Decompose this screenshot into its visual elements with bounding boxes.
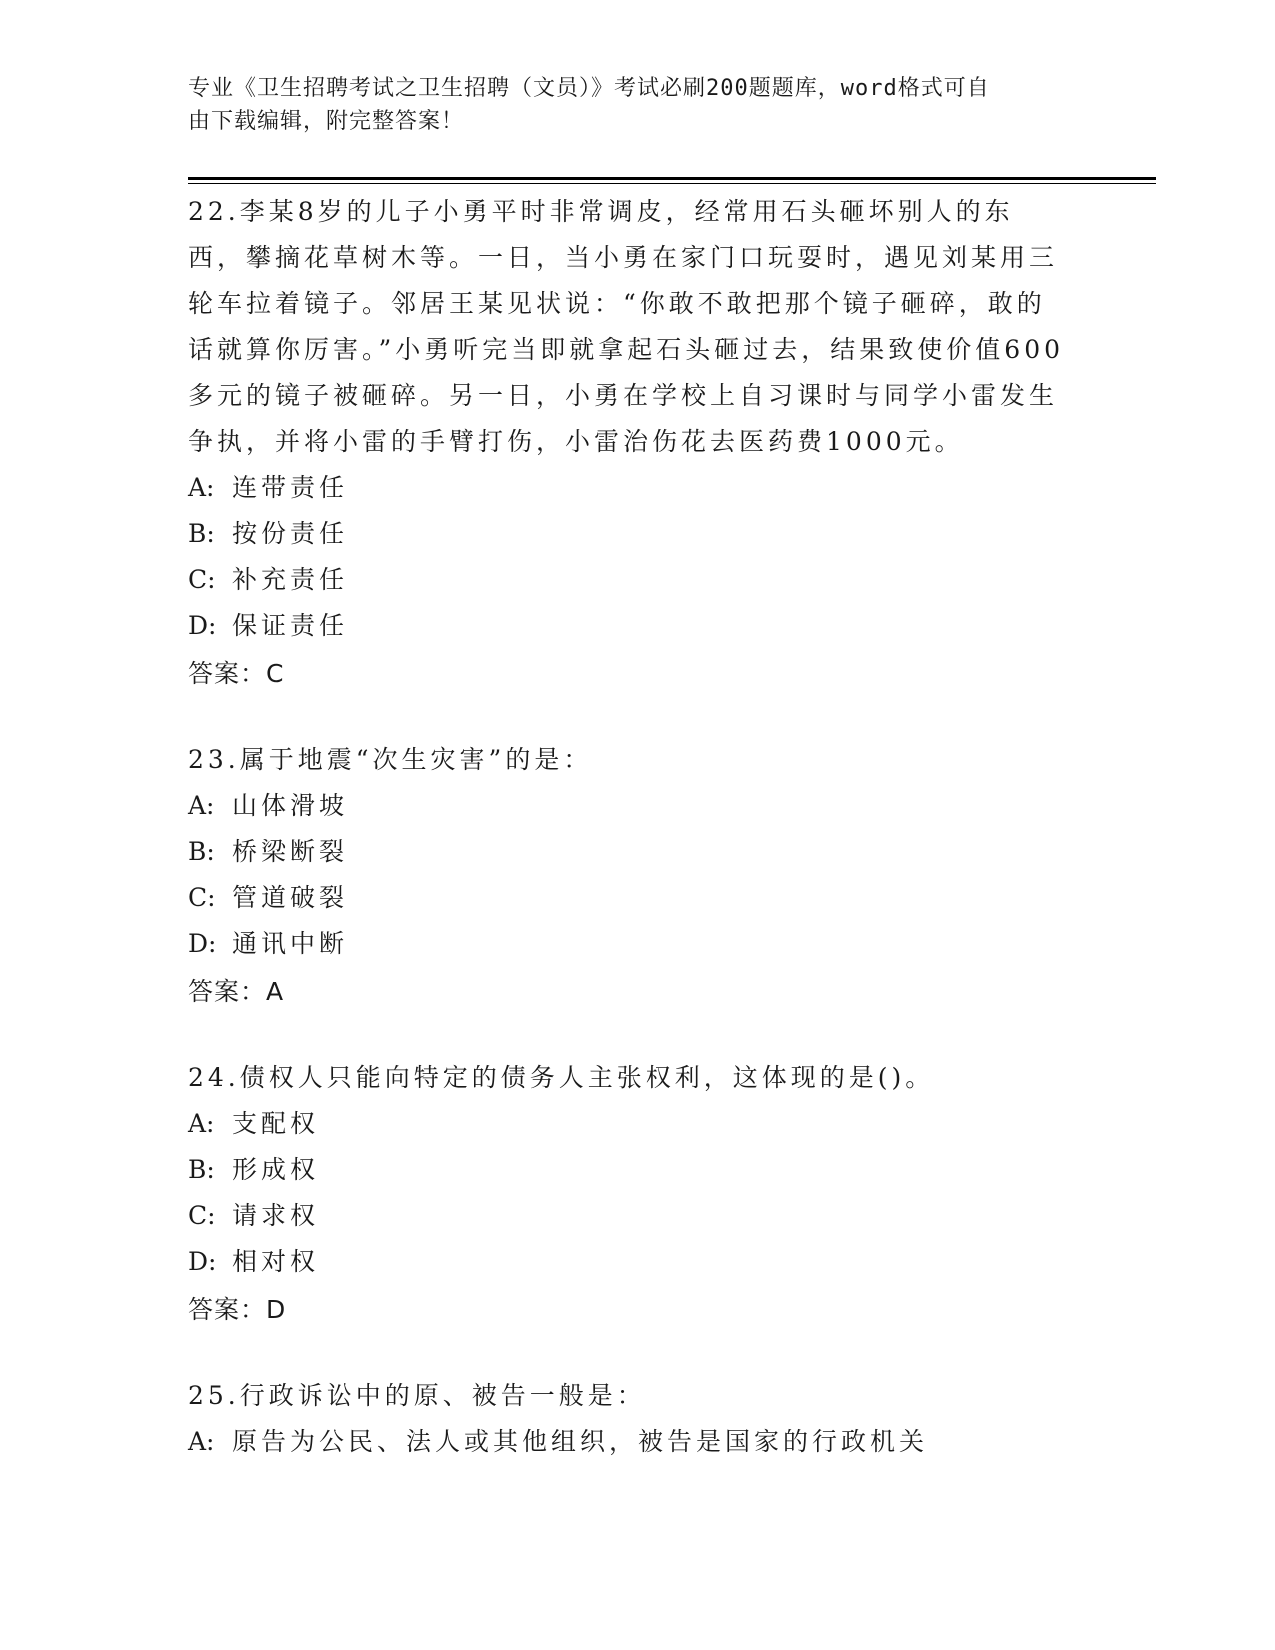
option-c [188,557,1068,603]
option-text: 相对权 [232,1247,320,1276]
option-text: 管道破裂 [232,883,349,912]
option-text: 请求权 [232,1201,320,1230]
question-23 [188,737,1068,1015]
answer-line: 答案：C [188,659,285,688]
option-letter: A: [188,1427,215,1456]
option-a [188,465,1068,511]
option-letter: D: [188,929,217,958]
option-b [188,829,1068,875]
option-d [188,921,1068,967]
option-c [188,1193,1068,1239]
option-letter: D: [188,611,217,640]
question-text: 22.李某8岁的儿子小勇平时非常调皮，经常用石头砸坏别人的东西，攀摘花草树木等。一日，当小勇在家门口玩耍时，遇见刘某用三轮车拉着镜子。邻居王某见状说：“你敢不敢把那个镜子砸碎，敢的话就算你厉害。”小勇听完当即就拿起石头砸过去，结果致使价值600多元的镜子被砸碎。另一日，小勇在学校上自习课时与同学小雷发生争执，并将小雷的手臂打伤，小雷治伤花去医药费1000元。 [188,197,1065,456]
option-d [188,1239,1068,1285]
question-25 [188,1373,1068,1465]
question-24 [188,1055,1068,1333]
option-text: 保证责任 [232,611,349,640]
option-letter: B: [188,1155,215,1184]
question-22 [188,189,1068,697]
option-text: 通讯中断 [232,929,349,958]
option-letter: A: [188,1109,215,1138]
answer-line: 答案：A [188,977,285,1006]
option-text: 原告为公民、法人或其他组织，被告是国家的行政机关 [232,1427,929,1456]
option-text: 形成权 [232,1155,320,1184]
header-line-1: 专业《卫生招聘考试之卫生招聘（文员）》考试必刷200题题库，word格式可自 [188,76,990,101]
option-b [188,511,1068,557]
option-a [188,1101,1068,1147]
option-a [188,783,1068,829]
option-letter: A: [188,791,215,820]
question-text: 25.行政诉讼中的原、被告一般是： [188,1381,646,1410]
option-letter: D: [188,1247,217,1276]
header-line-2: 由下载编辑，附完整答案！ [188,109,465,134]
option-letter: C: [188,565,216,594]
option-letter: C: [188,883,216,912]
document-header [188,72,1068,138]
option-letter: B: [188,519,215,548]
option-a [188,1419,1068,1465]
option-d [188,603,1068,649]
header-divider-thick [188,177,1156,180]
option-text: 桥梁断裂 [232,837,349,866]
option-letter: A: [188,473,215,502]
question-text: 24.债权人只能向特定的债务人主张权利，这体现的是()。 [188,1063,935,1092]
option-text: 按份责任 [232,519,349,548]
header-divider-thin [188,183,1156,184]
option-c [188,875,1068,921]
option-text: 山体滑坡 [232,791,349,820]
option-letter: B: [188,837,215,866]
option-b [188,1147,1068,1193]
answer-line: 答案：D [188,1295,287,1324]
option-text: 连带责任 [232,473,349,502]
option-text: 补充责任 [232,565,349,594]
option-text: 支配权 [232,1109,320,1138]
question-list [188,189,1068,1505]
question-text: 23.属于地震“次生灾害”的是： [188,745,593,774]
option-letter: C: [188,1201,216,1230]
